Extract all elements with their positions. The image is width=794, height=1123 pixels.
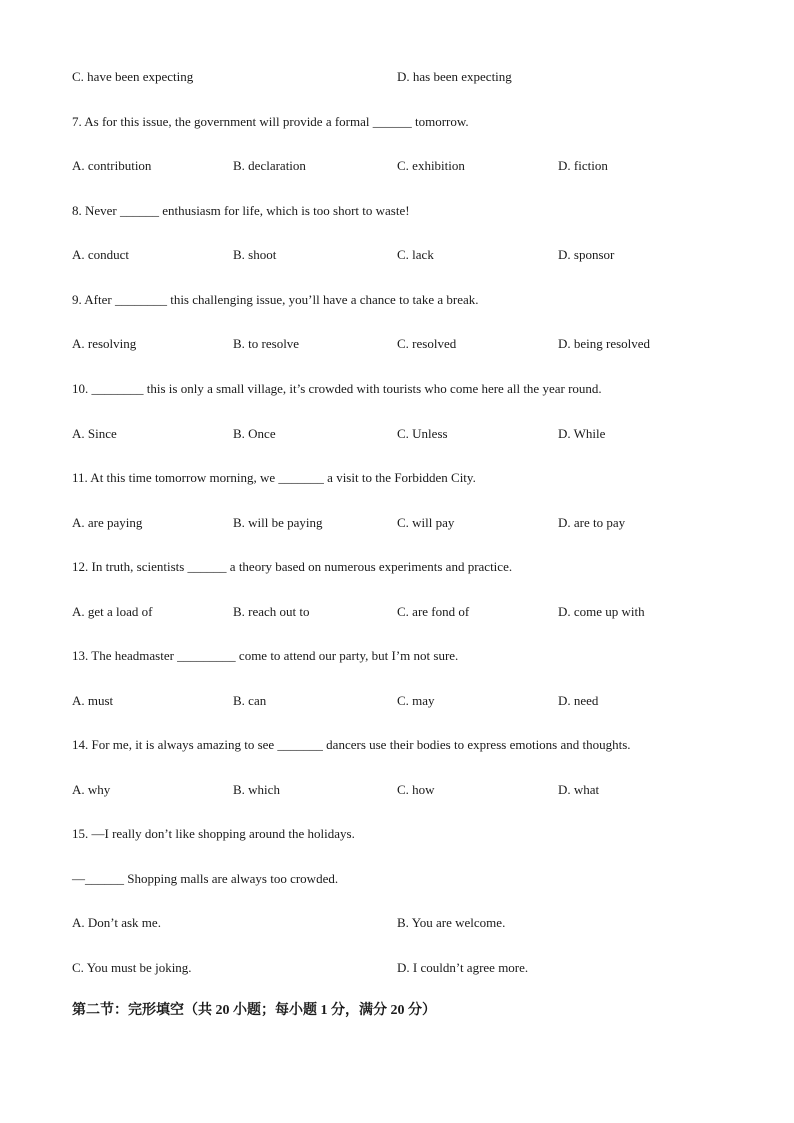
question-14-option-c: C. how (397, 782, 435, 797)
question-9-stem: 9. After ________ this challenging issue, you’ll have a chance to take a break. (72, 292, 479, 307)
question-7-option-d: D. fiction (558, 158, 608, 173)
section-heading: 第二节：完形填空（共 20 小题；每小题 1 分，满分 20 分） (72, 1003, 436, 1018)
question-10-stem: 10. ________ this is only a small village, it’s crowded with tourists who come here all the year round. (72, 381, 602, 396)
question-12-option-d: D. come up with (558, 604, 645, 619)
question-14-option-b: B. which (233, 782, 280, 797)
option-d: D. has been expecting (397, 69, 512, 84)
question-15-reply: —______ Shopping malls are always too crowded. (72, 871, 339, 886)
question-12-option-a: A. get a load of (72, 604, 153, 619)
question-7-stem: 7. As for this issue, the government will provide a formal ______ tomorrow. (72, 114, 469, 129)
question-8-option-b: B. shoot (233, 247, 277, 262)
question-8-stem: 8. Never ______ enthusiasm for life, which is too short to waste! (72, 203, 410, 218)
question-12-option-c: C. are fond of (397, 604, 470, 619)
question-15-stem: 15. —I really don’t like shopping around the holidays. (72, 826, 355, 841)
question-10-option-c: C. Unless (397, 426, 448, 441)
question-14-option-d: D. what (558, 782, 600, 797)
question-11-option-d: D. are to pay (558, 515, 626, 530)
question-14-option-a: A. why (72, 782, 111, 797)
question-13-option-b: B. can (233, 693, 267, 708)
question-11-stem: 11. At this time tomorrow morning, we _______ a visit to the Forbidden City. (72, 470, 476, 485)
question-13-stem: 13. The headmaster _________ come to attend our party, but I’m not sure. (72, 648, 459, 663)
question-15-option-b: B. You are welcome. (397, 915, 506, 930)
question-8-option-a: A. conduct (72, 247, 130, 262)
question-15-option-a: A. Don’t ask me. (72, 915, 161, 930)
question-9-option-c: C. resolved (397, 336, 457, 351)
question-14-stem: 14. For me, it is always amazing to see _______ dancers use their bodies to express emotions and thoughts. (72, 737, 631, 752)
question-11-option-c: C. will pay (397, 515, 455, 530)
question-12-stem: 12. In truth, scientists ______ a theory based on numerous experiments and practice. (72, 559, 513, 574)
option-c: C. have been expecting (72, 69, 194, 84)
question-9-option-a: A. resolving (72, 336, 137, 351)
question-13-option-d: D. need (558, 693, 599, 708)
question-11-option-a: A. are paying (72, 515, 143, 530)
question-7-option-c: C. exhibition (397, 158, 465, 173)
question-13-option-a: A. must (72, 693, 114, 708)
question-8-option-d: D. sponsor (558, 247, 615, 262)
question-12-option-b: B. reach out to (233, 604, 310, 619)
question-10-option-d: D. While (558, 426, 606, 441)
question-9-option-d: D. being resolved (558, 336, 651, 351)
question-15-option-d: D. I couldn’t agree more. (397, 960, 529, 975)
question-7-option-b: B. declaration (233, 158, 306, 173)
question-10-option-a: A. Since (72, 426, 117, 441)
question-11-option-b: B. will be paying (233, 515, 323, 530)
question-10-option-b: B. Once (233, 426, 276, 441)
question-15-option-c: C. You must be joking. (72, 960, 192, 975)
question-9-option-b: B. to resolve (233, 336, 300, 351)
question-7-option-a: A. contribution (72, 158, 152, 173)
question-8-option-c: C. lack (397, 247, 434, 262)
question-13-option-c: C. may (397, 693, 435, 708)
